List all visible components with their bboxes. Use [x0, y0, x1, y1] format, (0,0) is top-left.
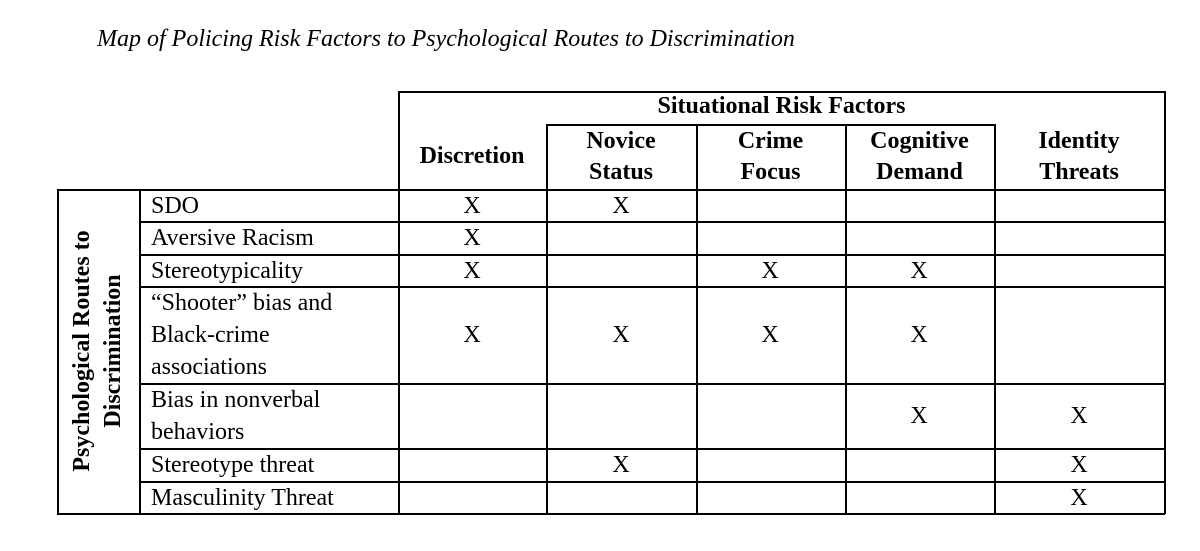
column-header-cognitive-demand: Cognitive	[870, 128, 969, 154]
cell-mark: X	[1070, 452, 1088, 478]
cell-mark: X	[910, 322, 928, 348]
column-header-identity-threats: Threats	[1039, 159, 1119, 185]
table-title: Map of Policing Risk Factors to Psychological Routes to Discrimination	[97, 26, 795, 52]
row-label-shooter-bias: “Shooter” bias and	[151, 290, 333, 316]
group-header: Situational Risk Factors	[657, 93, 906, 119]
cell-mark: X	[910, 403, 928, 429]
cell-mark: X	[612, 193, 630, 219]
column-header-crime-focus: Crime	[737, 128, 804, 154]
cell-mark: X	[910, 258, 928, 284]
row-group-label-line: Psychological Routes to	[69, 230, 95, 472]
row-group-label-line: Discrimination	[100, 274, 126, 428]
cell-mark: X	[463, 258, 481, 284]
cell-mark: X	[1070, 485, 1088, 511]
row-group-divider	[139, 189, 141, 514]
column-header-discretion: Discretion	[419, 143, 525, 169]
cell-mark: X	[612, 322, 630, 348]
cell-mark: X	[612, 452, 630, 478]
row-label-nonverbal-bias: Bias in nonverbal	[151, 387, 321, 413]
table-left-border	[57, 189, 59, 514]
row-label-nonverbal-bias: behaviors	[151, 419, 245, 445]
row-group-label	[67, 230, 129, 471]
table-right-border	[1164, 91, 1166, 514]
column-header-novice-status: Novice	[586, 128, 656, 154]
column-header-crime-focus: Focus	[740, 159, 801, 185]
cell-mark: X	[463, 225, 481, 251]
cell-mark: X	[463, 322, 481, 348]
column-header-identity-threats: Identity	[1038, 128, 1120, 154]
column-header-cognitive-demand: Demand	[876, 159, 963, 185]
cell-mark: X	[761, 322, 779, 348]
column-header-novice-status: Status	[588, 159, 654, 185]
cell-mark: X	[761, 258, 779, 284]
row-label-aversive-racism: Aversive Racism	[151, 225, 314, 251]
row-label-sdo: SDO	[151, 193, 200, 219]
row-label-shooter-bias: Black-crime	[151, 322, 270, 348]
row-label-shooter-bias: associations	[151, 354, 267, 380]
cell-mark: X	[1070, 403, 1088, 429]
table-bottom-border	[57, 513, 1165, 515]
row-label-masculinity-threat: Masculinity Threat	[151, 485, 334, 511]
cell-mark: X	[463, 193, 481, 219]
row-label-stereotype-threat: Stereotype threat	[151, 452, 315, 478]
row-label-stereotypicality: Stereotypicality	[151, 258, 303, 284]
